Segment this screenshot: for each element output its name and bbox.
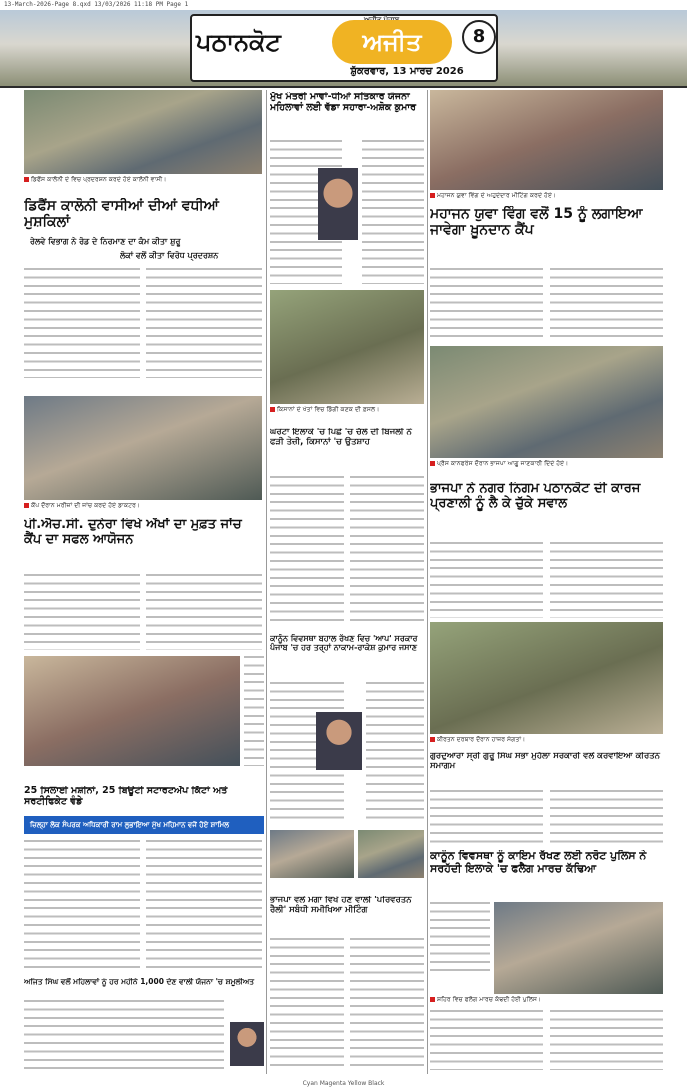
- wheat-fields-headline: ਘਰੋਟਾ ਇਲਾਕੇ 'ਚ ਪਿਛੇ 'ਚ ਚੱਲੇ ਦੀ ਬਿਜਲੀ ਨੇ ਫੜੀ ਤੇਜ਼ੀ, ਕਿਸਾਨਾਂ 'ਚ ਉਤਸ਼ਾਹ: [270, 428, 412, 447]
- defence-colony-body: [24, 268, 140, 378]
- bottom-left-body: [24, 1000, 224, 1072]
- gurdwara-headline: ਗੁਰਦੁਆਰਾ ਸ੍ਰੀ ਗੁਰੂ ਸਿੰਘ ਸਭਾ ਮੁਹੱਲਾ ਸਰਕਾਰੀ ਵਲੋਂ ਕਰਵਾਇਆ ਕੀਰਤਨ ਸਮਾਗਮ: [430, 752, 660, 771]
- law-order-headline: ਕਾਨੂੰਨ ਵਿਵਸਥਾ ਬਹਾਲ ਰੱਖਣ ਵਿਚ 'ਆਪ' ਸਰਕਾਰ ਪੰਜਾਬ 'ਚ ਹਰ ਤਰ੍ਹਾਂ ਨਾਕਾਮ-ਰਾਕੇਸ਼ ਕੁਮਾਰ ਜਸਾਣ: [270, 634, 418, 653]
- defence-colony-body-col2: [146, 268, 262, 378]
- bjp-corporation-body-col2: [550, 542, 663, 618]
- gurdwara-body: [430, 790, 543, 844]
- masthead-date: ਸ਼ੁੱਕਰਵਾਰ, 13 ਮਾਰਚ 2026: [350, 66, 464, 77]
- phc-camp-photo: [24, 396, 262, 500]
- cm-scheme-headline: ਮੁੱਖ ਮੰਤਰੀ ਮਾਵਾਂ-ਧੀਆਂ ਸਤਿਕਾਰ ਯੋਜਨਾ ਮਹਿਲਾਵਾਂ ਲਈ ਵੱਡਾ ਸਹਾਰਾ-ਅਸ਼ੋਕ ਕੁਮਾਰ: [270, 92, 416, 113]
- bjp-meeting-body: [270, 938, 344, 1072]
- bjp-corporation-photo: [430, 346, 663, 458]
- wheat-fields-body-col2: [350, 476, 424, 626]
- police-march-body-col2: [550, 1010, 663, 1070]
- masthead: [190, 14, 498, 82]
- awards-photo: [24, 656, 240, 766]
- bjp-corporation-caption: ਪ੍ਰੈਸ ਕਾਨਫਰੰਸ ਦੌਰਾਨ ਭਾਜਪਾ ਆਗੂ ਜਾਣਕਾਰੀ ਦਿੰਦੇ ਹੋਏ।: [430, 460, 663, 476]
- phc-camp-headline: ਪੀ.ਐਚ.ਸੀ. ਦੁਨੇਰਾ ਵਿਖੇ ਅੱਖਾਂ ਦਾ ਮੁਫ਼ਤ ਜਾਂਚ ਕੈਂਪ ਦਾ ਸਫਲ ਆਯੋਜਨ: [24, 518, 242, 547]
- mahajan-youth-photo: [430, 90, 663, 190]
- bjp-meeting-headline: ਭਾਜਪਾ ਵਲੋਂ ਮੋਗਾ ਵਿਖੇ ਹੋਣ ਵਾਲੀ 'ਪਰਿਵਰਤਨ ਰੈਲੀ' ਸਬੰਧੀ ਸਮੀਖਿਆ ਮੀਟਿੰਗ: [270, 896, 412, 915]
- defence-colony-subhead-2: ਲੋਕਾਂ ਵਲੋਂ ਕੀਤਾ ਵਿਰੋਧ ਪ੍ਰਦਰਸ਼ਨ: [120, 251, 219, 260]
- police-march-photo: [494, 902, 663, 994]
- cm-scheme-body-col2: [362, 140, 424, 284]
- bjp-corporation-headline: ਭਾਜਪਾ ਨੇ ਨਗਰ ਨਿਗਮ ਪਠਾਨਕੋਟ ਦੀ ਕਾਰਜ ਪ੍ਰਣਾਲੀ ਨੂੰ ਲੈ ਕੇ ਚੁੱਕੇ ਸਵਾਲ: [430, 482, 641, 511]
- awards-side-body: [244, 656, 264, 766]
- police-march-headline: ਕਾਨੂੰਨ ਵਿਵਸਥਾ ਨੂੰ ਕਾਇਮ ਰੱਖਣ ਲਈ ਨਰੋਟ ਪੁਲਿਸ ਨੇ ਸਰਹੱਦੀ ਇਲਾਕੇ 'ਚ ਫਲੈਗ ਮਾਰਚ ਕੱਢਿਆ: [430, 850, 647, 875]
- column-rule-right: [427, 90, 428, 1074]
- police-march-body: [430, 1010, 543, 1070]
- defence-colony-headline: ਡਿਫੈਂਸ ਕਾਲੋਨੀ ਵਾਸੀਆਂ ਦੀਆਂ ਵਧੀਆਂ ਮੁਸ਼ਕਿਲਾਂ: [24, 198, 219, 230]
- awards-body: [24, 840, 140, 970]
- masthead-left-title: ਪਠਾਨਕੋਟ: [196, 28, 281, 56]
- phc-camp-body: [24, 574, 140, 650]
- wheat-fields-photo: [270, 290, 424, 404]
- wheat-fields-body: [270, 476, 344, 626]
- awards-subhead: ਜ਼ਿਲ੍ਹਾ ਲੋਕ ਸੰਪਰਕ ਅਧਿਕਾਰੀ ਰਾਮ ਲੁਭਾਇਆ ਮੁੱਖ ਮਹਿਮਾਨ ਵਜੋਂ ਹੋਏ ਸ਼ਾਮਿਲ: [24, 816, 264, 834]
- bjp-meeting-body-col2: [350, 938, 424, 1072]
- phc-camp-body-col2: [146, 574, 262, 650]
- bjp-meeting-photo-1: [270, 830, 354, 878]
- column-rule-left: [266, 90, 267, 1074]
- police-march-caption: ਸ਼ਹਿਰ ਵਿਚ ਫਲੈਗ ਮਾਰਚ ਕੱਢਦੀ ਹੋਈ ਪੁਲਿਸ।: [430, 996, 663, 1006]
- phc-camp-caption: ਕੈਂਪ ਦੌਰਾਨ ਮਰੀਜ਼ਾਂ ਦੀ ਜਾਂਚ ਕਰਦੇ ਹੋਏ ਡਾਕਟਰ।: [24, 502, 262, 512]
- gurdwara-caption: ਕੀਰਤਨ ਦਰਬਾਰ ਦੌਰਾਨ ਹਾਜ਼ਰ ਸੰਗਤਾਂ।: [430, 736, 663, 746]
- bjp-meeting-photo-2: [358, 830, 424, 878]
- defence-colony-caption: ਡਿਫੈਂਸ ਕਾਲੋਨੀ ਦੇ ਵਿਚ ਪ੍ਰਦਰਸ਼ਨ ਕਰਦੇ ਹੋਏ ਕਾਲੋਨੀ ਵਾਸੀ।: [24, 176, 262, 192]
- page-number: 8: [462, 20, 496, 54]
- mahajan-youth-body-col2: [550, 268, 663, 338]
- law-order-body-col2: [366, 682, 424, 822]
- awards-headline: 25 ਸਿਲਾਈ ਮਸ਼ੀਨਾਂ, 25 ਬਿਊਟੀ ਸਟਾਰਟਅੱਪ ਕਿੱਟਾਂ ਅਤੇ ਸਰਟੀਫਿਕੇਟ ਵੰਡੇ: [24, 786, 228, 807]
- gurdwara-body-col2: [550, 790, 663, 844]
- mahajan-youth-caption: ਮਹਾਜਨ ਯੁਵਾ ਵਿੰਗ ਦੇ ਅਹੁਦੇਦਾਰ ਮੀਟਿੰਗ ਕਰਦੇ ਹੋਏ।: [430, 192, 663, 202]
- police-march-body-top: [430, 902, 490, 972]
- awards-body-col2: [146, 840, 262, 970]
- bottom-left-headline: ਅਜਿਤ ਸਿੰਘ ਵਲੋਂ ਮਹਿਲਾਵਾਂ ਨੂੰ ਹਰ ਮਹੀਨੇ 1,000 ਦੇਣ ਵਾਲੀ ਯੋਜਨਾ 'ਚ ਸ਼ਮੂਲੀਅਤ: [24, 978, 255, 986]
- print-color-marks: Cyan Magenta Yellow Black: [302, 1080, 385, 1087]
- mahajan-youth-body: [430, 268, 543, 338]
- file-header: 13-March-2026-Page 8.qxd 13/03/2026 11:18 PM Page 1: [4, 1, 189, 8]
- defence-colony-photo: [24, 90, 262, 174]
- law-order-portrait: [316, 712, 362, 770]
- defence-colony-subhead: ਰੇਲਵੇ ਵਿਭਾਗ ਨੇ ਰੋਡ ਦੇ ਨਿਰਮਾਣ ਦਾ ਕੰਮ ਕੀਤਾ ਸ਼ੁਰੂ: [30, 237, 181, 246]
- masthead-right-title: ਅਜੀਤ: [332, 20, 452, 64]
- mahajan-youth-headline: ਮਹਾਜਨ ਯੁਵਾ ਵਿੰਗ ਵਲੋਂ 15 ਨੂੰ ਲਗਾਇਆ ਜਾਵੇਗਾ ਖ਼ੂਨਦਾਨ ਕੈਂਪ: [430, 206, 643, 239]
- cm-scheme-portrait: [318, 168, 358, 240]
- wheat-fields-caption: ਕਿਸਾਨਾਂ ਦੇ ਖੇਤਾਂ ਵਿਚ ਡਿੱਗੀ ਕਣਕ ਦੀ ਫ਼ਸਲ।: [270, 406, 424, 422]
- bjp-corporation-body: [430, 542, 543, 618]
- gurdwara-photo: [430, 622, 663, 734]
- bottom-left-portrait: [230, 1022, 264, 1066]
